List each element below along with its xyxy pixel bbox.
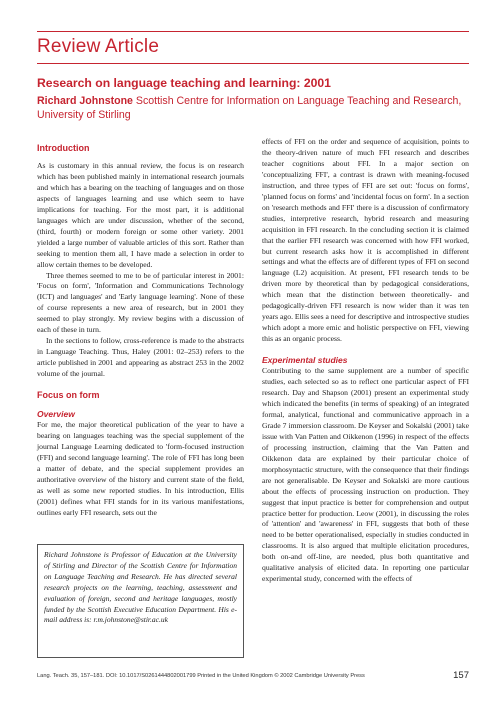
intro-paragraph-2: Three themes seemed to me to be of particular interest in 2001: 'Focus on form', 'Information and Communications Technology (ICT) and languages' and 'Early language learning'. None of these of course represents a new area of research, but in 2001 they seemed to play strongly. My review begins with a discussion of each of these in turn. <box>37 270 244 335</box>
footer-citation: Lang. Teach. 35, 157–181. DOI: 10.1017/S0261444802001799 Printed in the United Kingdom © 2002 Cambridge University Press <box>37 673 365 679</box>
article-title: Research on language teaching and learning: 2001 <box>37 76 331 90</box>
top-rule <box>37 31 469 32</box>
focus-on-form-heading: Focus on form <box>37 390 100 401</box>
left-column <box>37 142 244 519</box>
author-bio-box: Richard Johnstone is Professor of Education at the University of Stirling and Director of the Scottish Centre for Information on Language Teaching and Research. He has directed several research projects on the learning, teaching, assessment and evaluation of foreign, second and heritage languages, mostly funded by the Scottish Executive Education Department. His e-mail address is: r.m.johnstone@stir.ac.uk <box>37 544 244 658</box>
intro-heading: Introduction <box>37 143 90 153</box>
overview-paragraph: For me, the major theoretical publication of the year to have a bearing on languages teaching was the special supplement of the journal Language Learning dedicated to 'form-focused instruction (FFI) and second language learning'. The role of FFI has long been a matter of debate, and the special supplement provides an authoritative overview of the history and current state of the field, as well as some new reported studies. In his introduction, Ellis (2001) defines what FFI stands for in its various manifestations, outlines early FFI research, sets out the <box>37 420 244 517</box>
right-column <box>262 137 469 585</box>
experimental-studies-heading: Experimental studies <box>262 355 348 366</box>
header-rule <box>37 63 469 64</box>
intro-paragraph-3: In the sections to follow, cross-reference is made to the abstracts in Language Teaching. Thus, Haley (2001: 02–253) refers to the article published in 2001 and appearing as abstract 253 in the 2002 volume of the journal. <box>37 336 244 379</box>
author-name: Richard Johnstone <box>37 95 133 107</box>
page-number: 157 <box>453 670 469 681</box>
section-label: Review Article <box>37 36 160 57</box>
right-paragraph-1: effects of FFI on the order and sequence of acquisition, points to the theory-driven nature of much FFI research and describes teacher cognitions about FFI. In a major section on 'conceptualizing FFI', a contrast is drawn with meaning-focused instruction, and three types of FFI are set out: 'focus on forms', 'planned focus on forms' and 'incidental focus on form'. In a section on 'research methods and FFI' there is a discussion of confirmatory studies, interpretive research, hybrid research and measuring acquisition in FFI research. In the concluding section it is claimed that the earlier FFI research was concerned with how FFI worked, but current research asks how it is accomplished in different settings and what the effects are of different types of FFI on second language (L2) acquisition. At present, FFI research tends to be driven more by theoretical than by pedagogical considerations, which mean that the distinction between theoretically- and pedagogically-driven FFI research is now wider than it was ten years ago. Ellis sees a need for descriptive and introspective studies which adopt a more emic and holistic perspective on FFI, viewing this as an organic process. <box>262 137 469 344</box>
overview-heading: Overview <box>37 409 75 420</box>
right-paragraph-2: Contributing to the same supplement are a number of specific studies, each selected so as to reflect one particular aspect of FFI research. Day and Shapson (2001) present an experimental study which indicated the benefits (in terms of speaking) of an integrated formal, analytical, functional and communicative approach in a Grade 7 immersion classroom. De Keyser and Sokalski (2001) take issue with Van Patten and Oikkenon (1996) in respect of the effects of processing instruction, claiming that the Van Patten and Oikkenon data are explained by their particular choice of morphosyntactic structure, with the consequence that their findings are not generalisable. De Keyser and Sokalski are more cautious about the effects of processing instruction on production. They suggest that input practice is better for comprehension and output practice better for production. Leow (2001), in discussing the roles of 'attention' and 'awareness' in FFI, suggests that both of these need to be better operationalised, especially in studies conducted in classrooms. It is also argued that multiple elicitation procedures, both on-and off-line, are needed, plus both quantitative and qualitative analysis of elicited data. In reporting one particular experimental study, concerned with the effects of <box>262 366 469 584</box>
intro-paragraph-1: As is customary in this annual review, the focus is on research which has been published mainly in international research journals and which has a bearing on the teaching of languages and on those aspects of languages learning and use which seem to have implications for teaching. For the most part, it is additional languages which are under discussion, whether of the second, (third, fourth) or modern foreign or some other variety. 2001 yielded a large number of valuable articles of this sort. Rather than seeking to mention them all, I have made a selection in order to allow certain themes to be developed. <box>37 161 244 269</box>
author-affiliation: Scottish Centre for Information on Language Teaching and Research, University of Stirling <box>37 95 462 121</box>
author-line <box>37 95 469 123</box>
